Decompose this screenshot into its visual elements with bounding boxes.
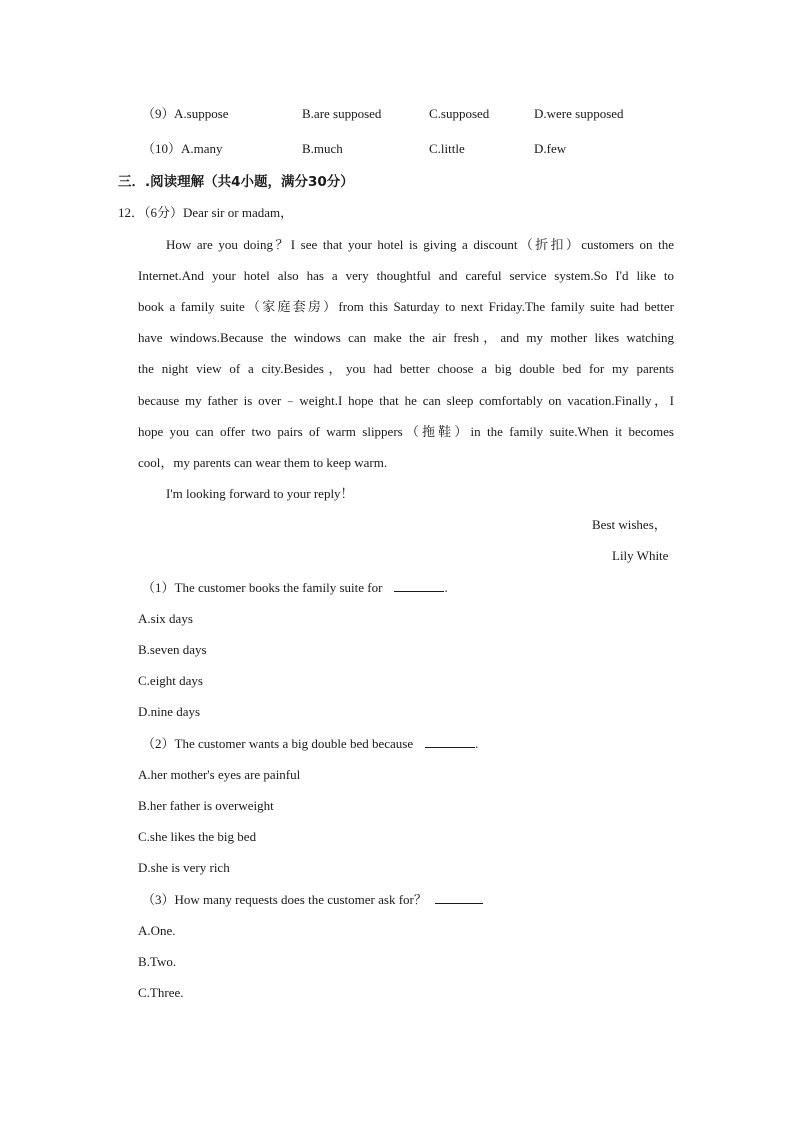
option-a: A.suppose <box>174 106 229 121</box>
option-a: A.many <box>181 141 223 156</box>
answer-blank: . <box>425 736 478 751</box>
question-stem-text: （3）How many requests does the customer ask for？ <box>142 892 427 907</box>
question-12-header: 12．（6分）Dear sir or madam， <box>118 205 294 220</box>
question-number: （9） <box>142 106 175 121</box>
option: C.eight days <box>138 673 203 688</box>
sub-question-2-stem <box>142 735 478 753</box>
option: B.Two. <box>138 954 177 969</box>
letter-line: Internet.And your hotel also has a very thoughtful and careful service system.So I'd like to <box>138 268 674 283</box>
option-d: D.were supposed <box>534 106 624 121</box>
letter-line: because my father is over﹣weight.I hope that he can sleep comfortably on vacation.Finally，I <box>138 393 674 408</box>
option-row-9 <box>0 105 794 123</box>
option-row-10 <box>0 140 794 158</box>
option: C.Three. <box>138 985 184 1000</box>
option-b: B.are supposed <box>302 106 382 121</box>
letter-sign-off: Best wishes， <box>592 517 667 532</box>
letter-line: How are you doing？I see that your hotel is giving a discount（折扣）customers on the <box>166 237 674 252</box>
letter-line: the night view of a city.Besides，you had better choose a big double bed for my parents <box>138 361 674 376</box>
sub-question-3-stem <box>142 891 483 909</box>
option-c: C.little <box>429 141 465 156</box>
question-stem-text: （1）The customer books the family suite for <box>142 580 383 595</box>
answer-blank <box>435 892 483 907</box>
letter-closing-line: I'm looking forward to your reply！ <box>166 486 354 501</box>
letter-line: hope you can offer two pairs of warm slippers（拖鞋）in the family suite.When it becomes <box>138 424 674 439</box>
question-stem-text: （2）The customer wants a big double bed because <box>142 736 414 751</box>
option-b: B.much <box>302 141 343 156</box>
option: A.One. <box>138 923 176 938</box>
option: D.nine days <box>138 704 201 719</box>
option: A.her mother's eyes are painful <box>138 767 301 782</box>
option: B.seven days <box>138 642 207 657</box>
letter-line: cool，my parents can wear them to keep warm. <box>138 455 388 470</box>
option: B.her father is overweight <box>138 798 274 813</box>
option-d: D.few <box>534 141 567 156</box>
letter-signature: Lily White <box>612 548 669 563</box>
option: A.six days <box>138 611 193 626</box>
letter-line: have windows.Because the windows can make the air fresh，and my mother likes watching <box>138 330 674 345</box>
option: D.she is very rich <box>138 860 230 875</box>
letter-line: book a family suite（家庭套房）from this Saturday to next Friday.The family suite had better <box>138 299 674 314</box>
section-title: 三．.阅读理解（共4小题，满分30分） <box>118 174 354 190</box>
question-number: （10） <box>142 141 182 156</box>
answer-blank: . <box>394 580 447 595</box>
sub-question-1-stem <box>142 579 448 597</box>
option: C.she likes the big bed <box>138 829 257 844</box>
option-c: C.supposed <box>429 106 490 121</box>
